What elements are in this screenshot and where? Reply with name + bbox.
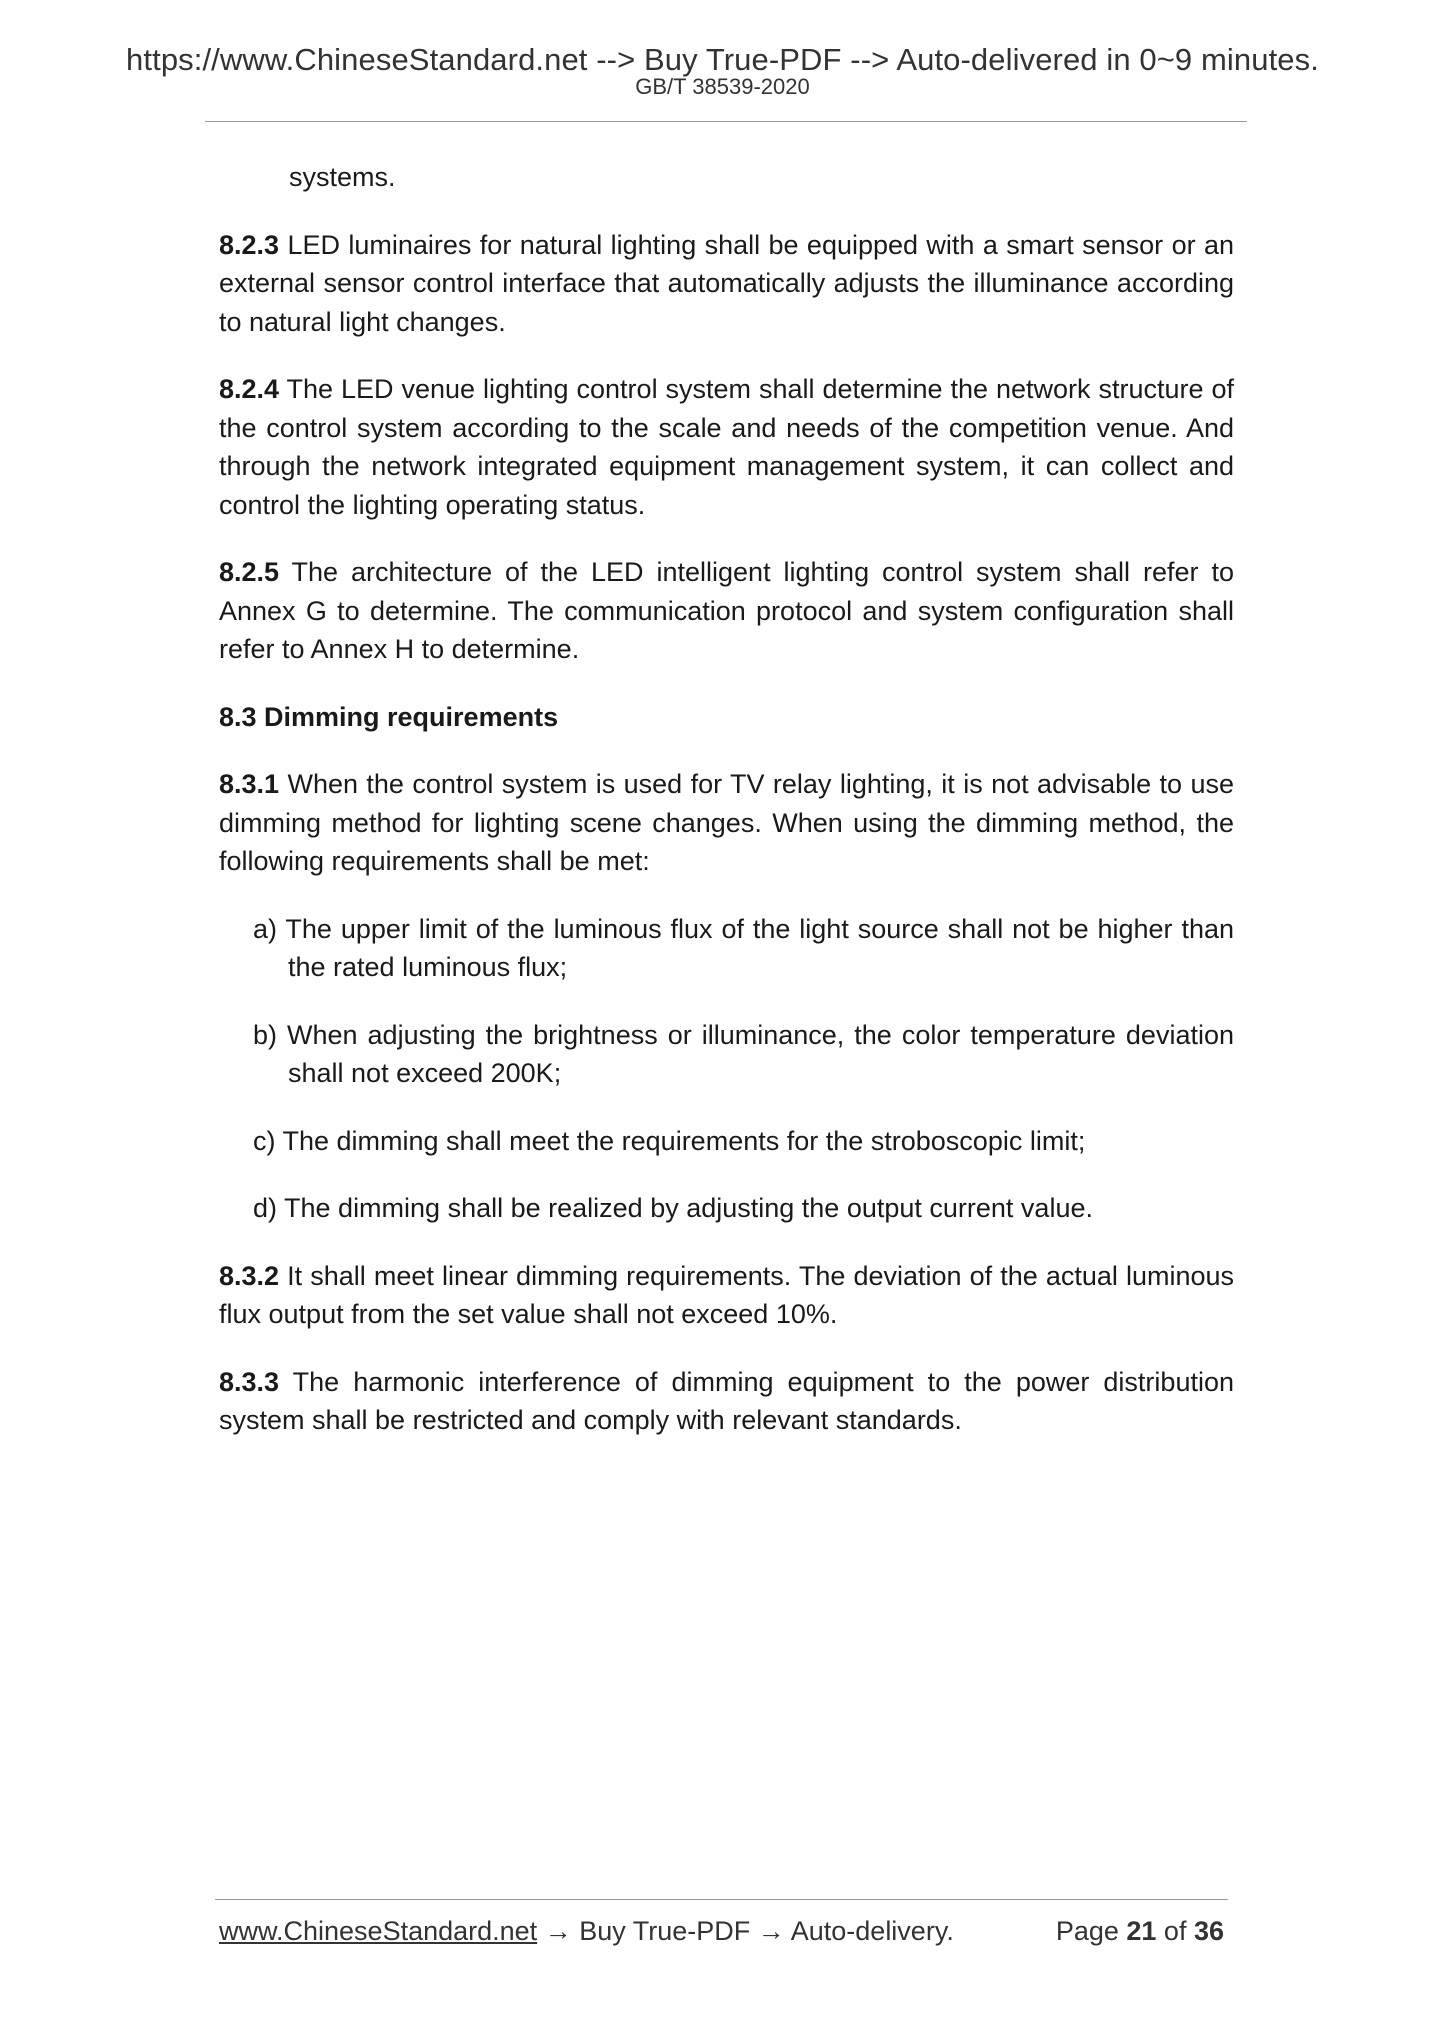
- standard-code: GB/T 38539-2020: [635, 74, 810, 99]
- list-item-b: b) When adjusting the brightness or illuminance, the color temperature deviation shall not exceed 200K;: [253, 1019, 1234, 1088]
- clause-8-3-3: [219, 1363, 1234, 1440]
- clause-number: 8.3.2: [219, 1260, 280, 1291]
- clause-text: LED luminaires for natural lighting shall be equipped with a smart sensor or an external sensor control interface that automatically adjusts the illuminance according to natural light changes.: [219, 229, 1234, 337]
- clause-number: 8.2.3: [219, 229, 280, 260]
- clause-number: 8.2.4: [219, 374, 280, 404]
- of-label: of: [1156, 1916, 1194, 1946]
- header-divider: [205, 121, 1247, 122]
- footer-tagline: → Buy True-PDF → Auto-delivery.: [537, 1916, 954, 1946]
- list-item-a: a) The upper limit of the luminous flux of the light source shall not be higher than the rated luminous flux;: [253, 913, 1234, 982]
- clause-text: The harmonic interference of dimming equipment to the power distribution system shall be restricted and comply with relevant standards.: [219, 1366, 1234, 1435]
- document-body: [219, 158, 1234, 1469]
- clause-text: The LED venue lighting control system shall determine the network structure of the control system according to the scale and needs of the competition venue. And through the network integrated equipment management system, it can collect and control the lighting operating status.: [219, 374, 1234, 520]
- clause-8-3-1: [219, 765, 1234, 881]
- footer-divider: [215, 1899, 1228, 1900]
- clause-number: 8.3.1: [219, 769, 280, 799]
- site-link[interactable]: www.ChineseStandard.net: [219, 1916, 538, 1946]
- page-current: 21: [1126, 1916, 1157, 1946]
- clause-8-2-5: [219, 553, 1234, 669]
- list-item-d: d) The dimming shall be realized by adjusting the output current value.: [253, 1193, 1093, 1223]
- list-item-c: c) The dimming shall meet the requirements for the stroboscopic limit;: [253, 1125, 1086, 1156]
- clause-number: 8.3.3: [219, 1366, 280, 1397]
- footer-left: [219, 1916, 954, 1947]
- page-label: Page: [1055, 1916, 1127, 1946]
- top-banner: https://www.ChineseStandard.net --> Buy True-PDF --> Auto-delivered in 0~9 minutes.: [126, 42, 1319, 77]
- continuation-text: systems.: [289, 162, 396, 192]
- page-footer: [219, 1916, 1224, 1947]
- clause-8-2-4: [219, 370, 1234, 524]
- clause-8-2-3: [219, 226, 1234, 342]
- section-heading-8-3: 8.3 Dimming requirements: [219, 701, 559, 732]
- clause-8-3-2: [219, 1257, 1234, 1334]
- clause-number: 8.2.5: [219, 557, 280, 587]
- clause-text: When the control system is used for TV relay lighting, it is not advisable to use dimming method for lighting scene changes. When using the dimming method, the following requirements shall be met:: [219, 769, 1234, 876]
- page-total: 36: [1193, 1916, 1224, 1946]
- page-indicator: [1056, 1916, 1224, 1947]
- clause-text: The architecture of the LED intelligent lighting control system shall refer to Annex G to determine. The communication protocol and system configuration shall refer to Annex H to determine.: [219, 557, 1234, 664]
- clause-text: It shall meet linear dimming requirements. The deviation of the actual luminous flux output from the set value shall not exceed 10%.: [219, 1260, 1234, 1329]
